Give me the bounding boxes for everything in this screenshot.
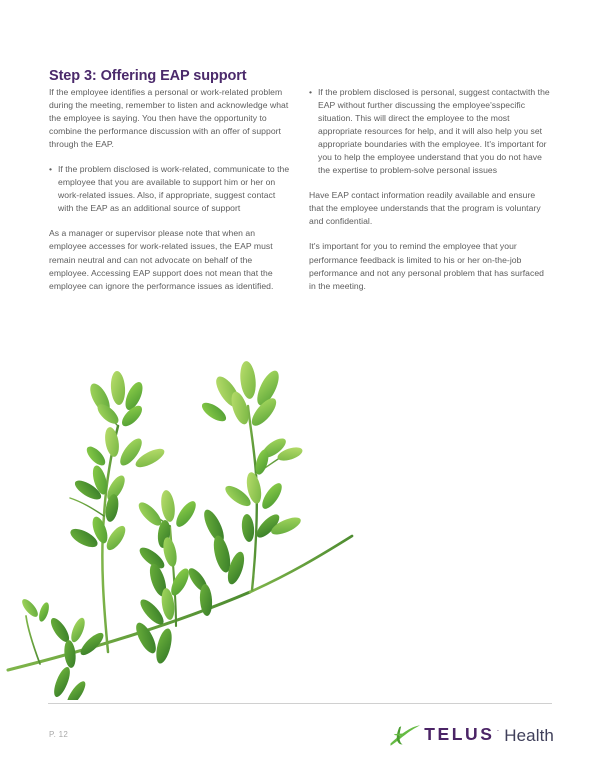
brand-registered-mark: · (496, 725, 500, 735)
page-number: P. 12 (49, 730, 69, 739)
right-paragraph-1: Have EAP contact information readily available and ensure that the employee understands that the program is voluntary and confidential. (309, 190, 541, 227)
left-column (49, 86, 292, 293)
brand-suffix: Health (504, 725, 554, 745)
list-item: • If the problem disclosed is work-related, communicate to the employee that you are available to support him or her on work-related issues. Also, if appropriate, suggest contact with the EAP as an additional source of support (49, 163, 292, 215)
plant-illustration (0, 330, 600, 700)
right-column (309, 86, 552, 293)
footer-divider (48, 703, 552, 704)
left-paragraph-2: As a manager or supervisor please note that when an employee accesses for work-related issues, the EAP must remain neutral and can not advocate on behalf of the employee. Accessing EAP support does not mean that the employee can ignore the performance issues as identified. (49, 228, 274, 291)
right-bullet-list (309, 86, 552, 177)
brand-wordmark: TELUS (424, 724, 495, 745)
telus-swoosh-icon (387, 723, 421, 747)
right-paragraph-2: It's important for you to remind the employee that your performance feedback is limited to his or her on-the-job performance and not any personal problem that has surfaced in the meeting. (309, 241, 544, 291)
body-columns (49, 86, 553, 293)
left-bullet-list (49, 163, 292, 215)
page-title: Step 3: Offering EAP support (49, 67, 247, 84)
list-item: • If the problem disclosed is personal, suggest contactwith the EAP without further discussing the employee'sspecific situation. This will direct the employee to the most appropriate resources for help, and it will also help you set appropriate boundaries with the employee. It's important for you to help the employee understand that you do not have the expertise to problem-solve personal issues (309, 86, 552, 177)
green-plant-branch-photo (0, 330, 600, 700)
left-paragraph-1: If the employee identifies a personal or work-related problem during the meeting, remember to listen and acknowledge what the employee is saying. You then have the opportunity to combine the performance discussion with an offer of support through the EAP. (49, 87, 289, 150)
telus-health-logo (387, 722, 554, 748)
